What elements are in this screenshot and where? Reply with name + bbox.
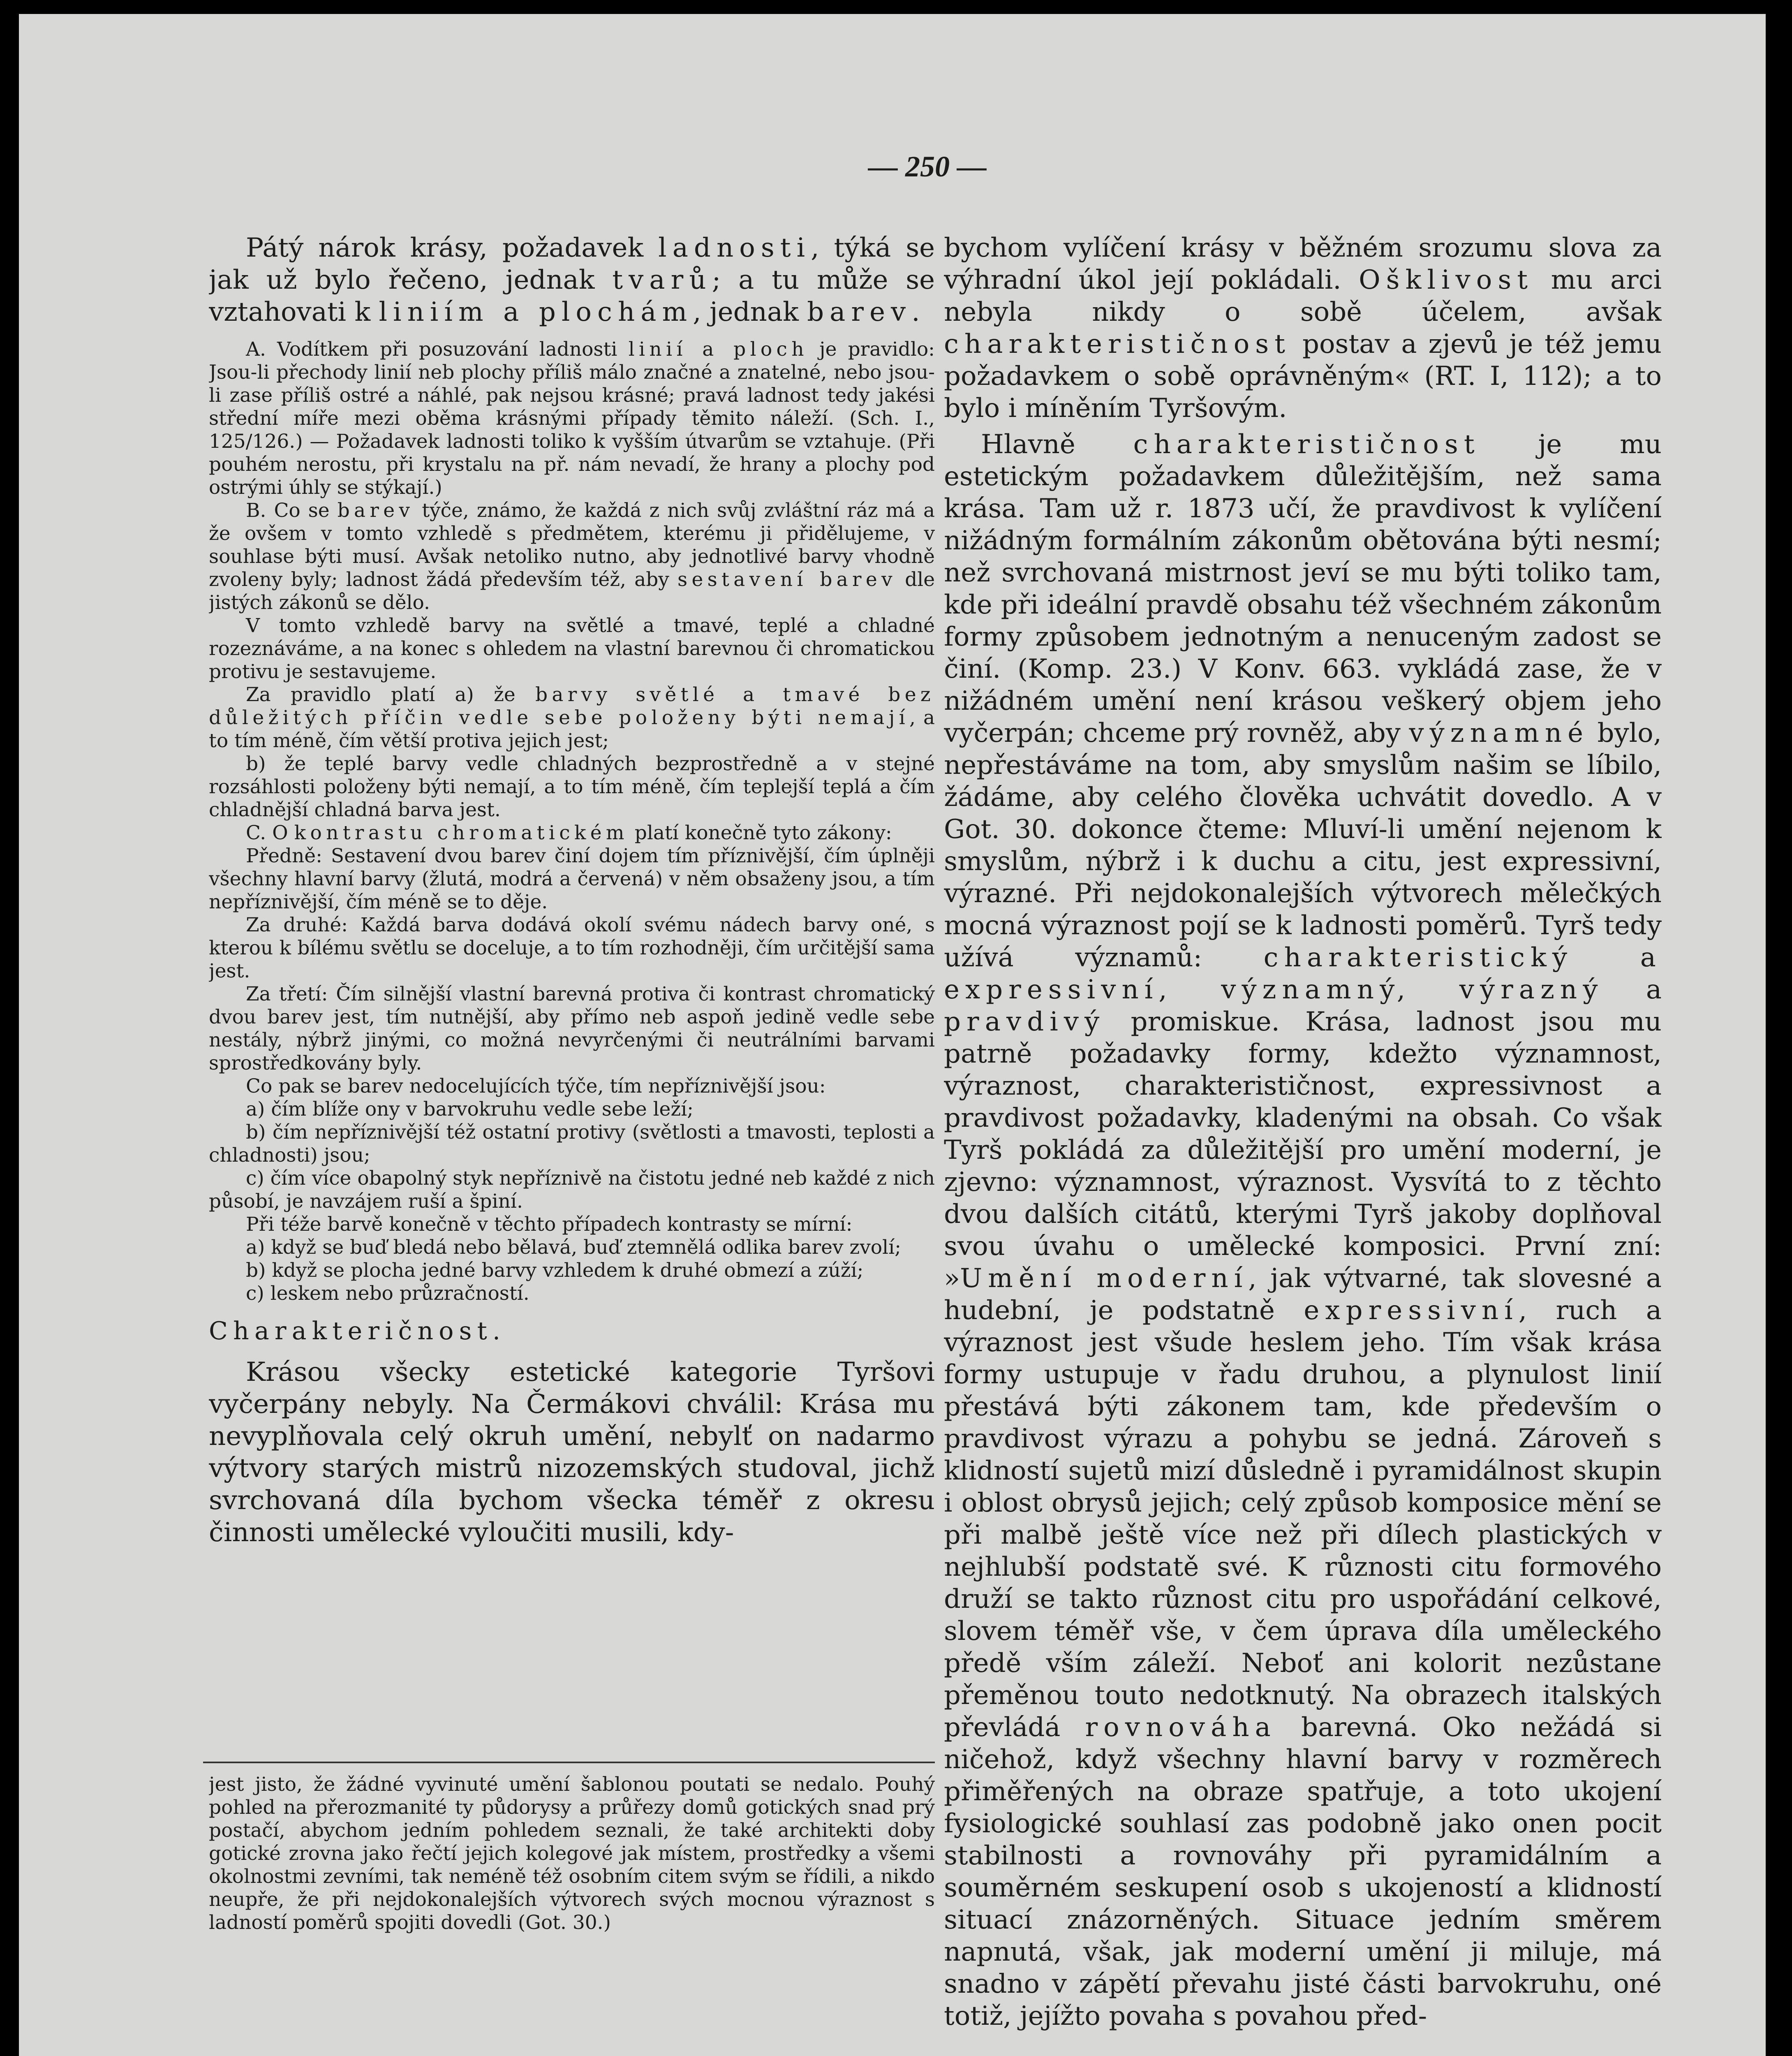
non-complementary-b: b) čím nepříznivější též ostatní protivy (světlosti a tmavosti, teplosti a chladnosti) jsou; (209, 1121, 935, 1167)
contrast-softening-c: c) leskem nebo průzračností. (246, 1282, 530, 1305)
characteristic-paragraph: Krásou všecky estetické kategorie Tyršovi vyčerpány nebyly. Na Čermákovi chválil: Krása mu nevyplňovala celý okruh umění, nebylť on nadarmo výtvory starých mistrů nizozemských studoval, jichž svrchovaná díla bychom všecka téměř z okresu činnosti umělecké vyloučiti musili, kdy- (209, 1357, 935, 1548)
non-complementary-a: a) čím blíže ony v barvokruhu vedle sebe leží; (246, 1098, 694, 1121)
section-a: A. Vodítkem při posuzování ladnosti linií a ploch je pravidlo: Jsou-li přechody linií neb plochy příliš málo značné a znatelné, nebo jsou-li zase příliš ostré a náhlé, pak nejsou krásné; pravá ladnost tedy jakési střední míře mezi oběma krásnými případy těmito náleží. (Sch. I., 125/126.) — Požadavek ladnosti toliko k vyšším útvarům se vztahuje. (Při pouhém nerostu, při krystalu na př. nám nevadí, že hrany a plochy pod ostrými úhly se stýkají.) (209, 338, 935, 499)
contrast-softening-b: b) když se plocha jedné barvy vzhledem k druhé obmezí a zúží; (246, 1259, 864, 1282)
section-b: B. Co se barev týče, známo, že každá z nich svůj zvláštní ráz má a že ovšem v tomto vzhledě s předmětem, kterému ji přidělujeme, v souhlase býti musí. Avšak netoliko nutno, aby jednotlivé barvy vhodně zvoleny byly; ladnost žádá především též, aby sestavení barev dle jistých zákonů se dělo. (209, 499, 935, 614)
book-page (19, 14, 1766, 2056)
contrast-softening-a: a) když se buď bledá nebo bělavá, buď ztemnělá odlika barev zvolí; (246, 1236, 901, 1259)
footnote-text: jest jisto, že žádné vyvinuté umění šablonou poutati se nedalo. Pouhý pohled na přerozmanité ty půdorysy a průřezy domů gotických snad prý postačí, abychom jedním pohledem seznali, že také architekti doby gotické zrovna jako řečtí jejich kolegové jak místem, prostředky a všemi okolnostmi zevními, tak neméně též osobním citem svým se řídili, a nikdo neupře, že při nejdokonalejších výtvorech svých mocnou výraznost s ladností poměrů spojiti dovedli (Got. 30.) (209, 1773, 935, 1934)
section-b-colors: V tomto vzhledě barvy na světlé a tmavé, teplé a chladné rozeznáváme, a na konec s ohledem na vlastní barevnou či chromatickou protivu je sestavujeme. (209, 614, 935, 683)
non-complementary-c: c) čím více obapolný styk nepříznivě na čistotu jedné neb každé z nich působí, je navzájem ruší a špiní. (209, 1167, 935, 1213)
right-column (944, 232, 1662, 2056)
law-second: Za druhé: Každá barva dodává okolí svému nádech barvy oné, s kterou k bílému světlu se doceluje, a to tím rozhodněji, čím určitější sama jest. (209, 914, 935, 982)
law-first: Předně: Sestavení dvou barev činí dojem tím příznivější, čím úplněji všechny hlavní barvy (žlutá, modrá a červená) v něm obsaženy jsou, a tím nepříznivější, čím méně se to děje. (209, 845, 935, 913)
continuation-paragraph: bychom vylíčení krásy v běžném srozumu slova za výhradní úkol její pokládali. Ošklivost mu arci nebyla nikdy o sobě účelem, avšak charakterističnost postav a zjevů je též jemu požadavkem o sobě oprávněným« (RT. I, 112); a to bylo i míněním Tyršovým. (944, 233, 1662, 424)
law-third: Za třetí: Čím silnější vlastní barevná protiva či kontrast chromatický dvou barev jest, tím nutnější, aby přímo neb aspoň jedině vedle sebe nestály, nýbrž jinými, co možná nevyrčenými či neutrálními barvami sprostředkovány byly. (209, 983, 935, 1074)
left-column (209, 232, 935, 1753)
rule-a: Za pravidlo platí a) že barvy světlé a tmavé bez důležitých příčin vedle sebe položeny býti nemají, a to tím méně, čím větší protiva jejich jest; (209, 683, 935, 752)
main-paragraph: Hlavně charakterističnost je mu estetickým požadavkem důležitějším, než sama krása. Tam už r. 1873 učí, že pravdivost k vylíčení nižádným formálním zákonům obětována býti nesmí; než svrchovaná mistrnost jeví se mu býti toliko tam, kde při ideální pravdě obsahu též všechném zákonům formy způsobem jednotným a nenuceným zadost se činí. (Komp. 23.) V Konv. 663. vykládá zase, že v nižádném umění není krásou veškerý objem jeho vyčerpán; chceme prý rovněž, aby významné bylo, nepřestáváme na tom, aby smyslům našim se líbilo, žádáme, aby celého člověka uchvátit dovedlo. A v Got. 30. dokonce čteme: Mluví-li umění nejenom k smyslům, nýbrž i k duchu a citu, jest expressivní, výrazné. Při nejdokonalejších výtvorech mělečkých mocná výraznost pojí se k ladnosti poměrů. Tyrš tedy užívá významů: charakteristický a expressivní, významný, výrazný a pravdivý promiskue. Krása, ladnost jsou mu patrně požadavky formy, kdežto významnost, výraznost, charakterističnost, expressivnost a pravdivost požadavky, kladenými na obsah. Co však Tyrš pokládá za důležitější pro umění moderní, je zjevno: významnost, výraznost. Vysvítá to z těchto dvou dalších citátů, kterými Tyrš jakoby doplňoval svou úvahu o umělecké komposici. První zní: »Umění moderní, jak výtvarné, tak slovesné a hudební, je podstatně expressivní, ruch a výraznost jest všude heslem jeho. Tím však krása formy ustupuje v řadu druhou, a plynulost linií přestává býti zákonem tam, kde především o pravdivost výrazu a pohybu se jedná. Zároveň s klidností sujetů mizí důsledně i pyramidálnost skupin i oblost obrysů jejich; celý způsob komposice mění se při malbě ještě více než při dílech plastických v nejhlubší podstatě své. K různosti citu formového druží se takto různost citu pro uspořádání celkové, slovem téměř vše, v čem úprava díla uměleckého předě vším záleží. Neboť ani kolorit nezůstane přeměnou touto nedotknutý. Na obrazech italských převládá rovnováha barevná. Oko nežádá si ničehož, když všechny hlavní barvy v rozměrech přiměřených na obraze spatřuje, a toto ukojení fysiologické souhlasí zas podobně jako onen pocit stabilnosti a rovnováhy při pyramidálním a souměrném seskupení osob s ukojeností a klidností situací znázorněných. Situace jedním směrem napnutá, však, jak moderní umění ji miluje, má snadno v zápětí převahu jisté části barvokruhu, oné totiž, jejížto povaha s povahou před- (944, 429, 1662, 2031)
rules-block (209, 338, 935, 1305)
section-c: C. O kontrastu chromatickém platí konečně tyto zákony: (246, 822, 892, 844)
footnote-divider (203, 1762, 935, 1763)
contrast-softening: Při téže barvě konečně v těchto případech kontrasty se mírní: (246, 1213, 853, 1236)
intro-paragraph: Pátý nárok krásy, požadavek ladnosti, týká se jak už bylo řečeno, jednak tvarů; a tu může se vztahovati k liniím a plochám, jednak barev. (209, 233, 935, 327)
footnote (209, 1773, 935, 2056)
page-number: — 250 — (868, 150, 987, 183)
section-heading: Charakteričnost. (209, 1317, 506, 1345)
non-complementary: Co pak se barev nedocelujících týče, tím nepříznivější jsou: (246, 1075, 826, 1097)
rule-b: b) že teplé barvy vedle chladných bezprostředně a v stejné rozsáhlosti položeny býti nemají, a to tím méně, čím teplejší teplá a čím chladnější chladná barva jest. (209, 752, 935, 821)
